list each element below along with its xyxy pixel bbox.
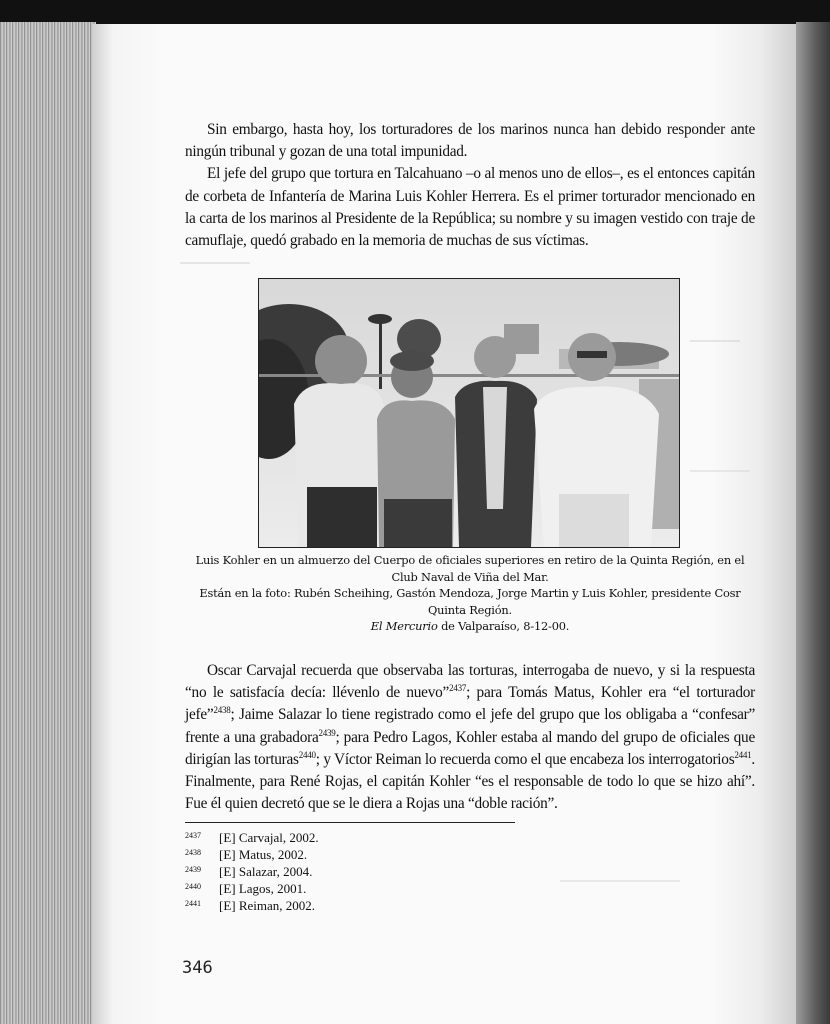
footnote [185, 846, 319, 863]
text-segment: Oscar Carvajal recuerda que observaba las torturas, interrogaba de nuevo, y si la respuesta “no le satisfacía decía: llévenlo de nuevo” [185, 662, 755, 702]
book-gutter-shadow [796, 22, 830, 1024]
footnote-number: 2440 [185, 882, 201, 891]
caption-source-rest: de Valparaíso, 8-12-00. [437, 619, 570, 633]
photo-four-men [258, 278, 680, 548]
paragraph: Sin embargo, hasta hoy, los torturadores de los marinos nunca han debido responder ante ningún tribunal y gozan de una total impunidad. [185, 121, 755, 161]
book-page-edges [0, 22, 96, 1024]
footnote-text: [E] Matus, 2002. [219, 847, 308, 862]
text-segment: ; Jaime Salazar lo tiene registrado como el jefe del grupo que los obligaba a “confesar” frente a una grabadora [185, 706, 755, 746]
footnote [185, 863, 319, 880]
footnote-number: 2437 [185, 831, 201, 840]
bleed-through-mark [560, 880, 680, 882]
footnote-ref: 2439 [318, 727, 336, 738]
footnote [185, 880, 319, 897]
paragraph [185, 660, 755, 815]
text-segment: ; y Víctor Reiman lo recuerda como el que encabeza los interrogatorios [315, 750, 735, 768]
caption-source-title: El Mercurio [370, 619, 438, 633]
bleed-through-mark [690, 340, 740, 342]
bleed-through-mark [690, 470, 750, 472]
caption-source [190, 618, 750, 635]
footnote-number: 2438 [185, 848, 201, 857]
caption-line-2: Están en la foto: Rubén Scheihing, Gastón Mendoza, Jorge Martin y Luis Kohler, presidente Cosr Quinta Región. [199, 586, 741, 617]
body-text-top [185, 119, 755, 252]
footnotes [185, 829, 319, 914]
footnote-ref: 2438 [213, 705, 231, 716]
footnote-number: 2439 [185, 865, 201, 874]
footnote-ref: 2440 [298, 749, 316, 760]
bleed-through-mark [180, 262, 250, 264]
footnote-ref: 2437 [449, 683, 467, 694]
footnote-ref: 2441 [734, 749, 752, 760]
footnote-text: [E] Salazar, 2004. [219, 864, 313, 879]
text-segment: . Finalmente, para René Rojas, el capitán Kohler “es el responsable de todo lo que se hizo ahí”. Fue él quien decretó que se le diera a Rojas una “doble ración”. [185, 750, 755, 813]
footnote-text: [E] Lagos, 2001. [219, 881, 307, 896]
footnote [185, 829, 319, 846]
footnote-text: [E] Reiman, 2002. [219, 898, 316, 913]
footnote-text: [E] Carvajal, 2002. [219, 830, 319, 845]
text-segment: ; para Tomás Matus, Kohler era “el torturador jefe” [185, 684, 755, 724]
footnote-rule [185, 822, 515, 823]
footnote-number: 2441 [185, 899, 201, 908]
photo-caption [190, 552, 750, 635]
caption-line-1: Luis Kohler en un almuerzo del Cuerpo de oficiales superiores en retiro de la Quinta Región, en el Club Naval de Viña del Mar. [195, 553, 745, 584]
page-number: 346 [182, 958, 213, 978]
scan-border [0, 0, 830, 26]
paragraph: El jefe del grupo que tortura en Talcahuano –o al menos uno de ellos–, es el entonces capitán de corbeta de Infantería de Marina Luis Kohler Herrera. Es el primer torturador mencionado en la carta de los marinos al Presidente de la República; su nombre y su imagen vestido con traje de camuflaje, quedó grabado en la memoria de muchas de sus víctimas. [185, 165, 755, 250]
body-text-bottom [185, 660, 755, 815]
footnote [185, 897, 319, 914]
text-segment: ; para Pedro Lagos, Kohler estaba al mando del grupo de oficiales que dirigían las torturas [185, 728, 755, 768]
